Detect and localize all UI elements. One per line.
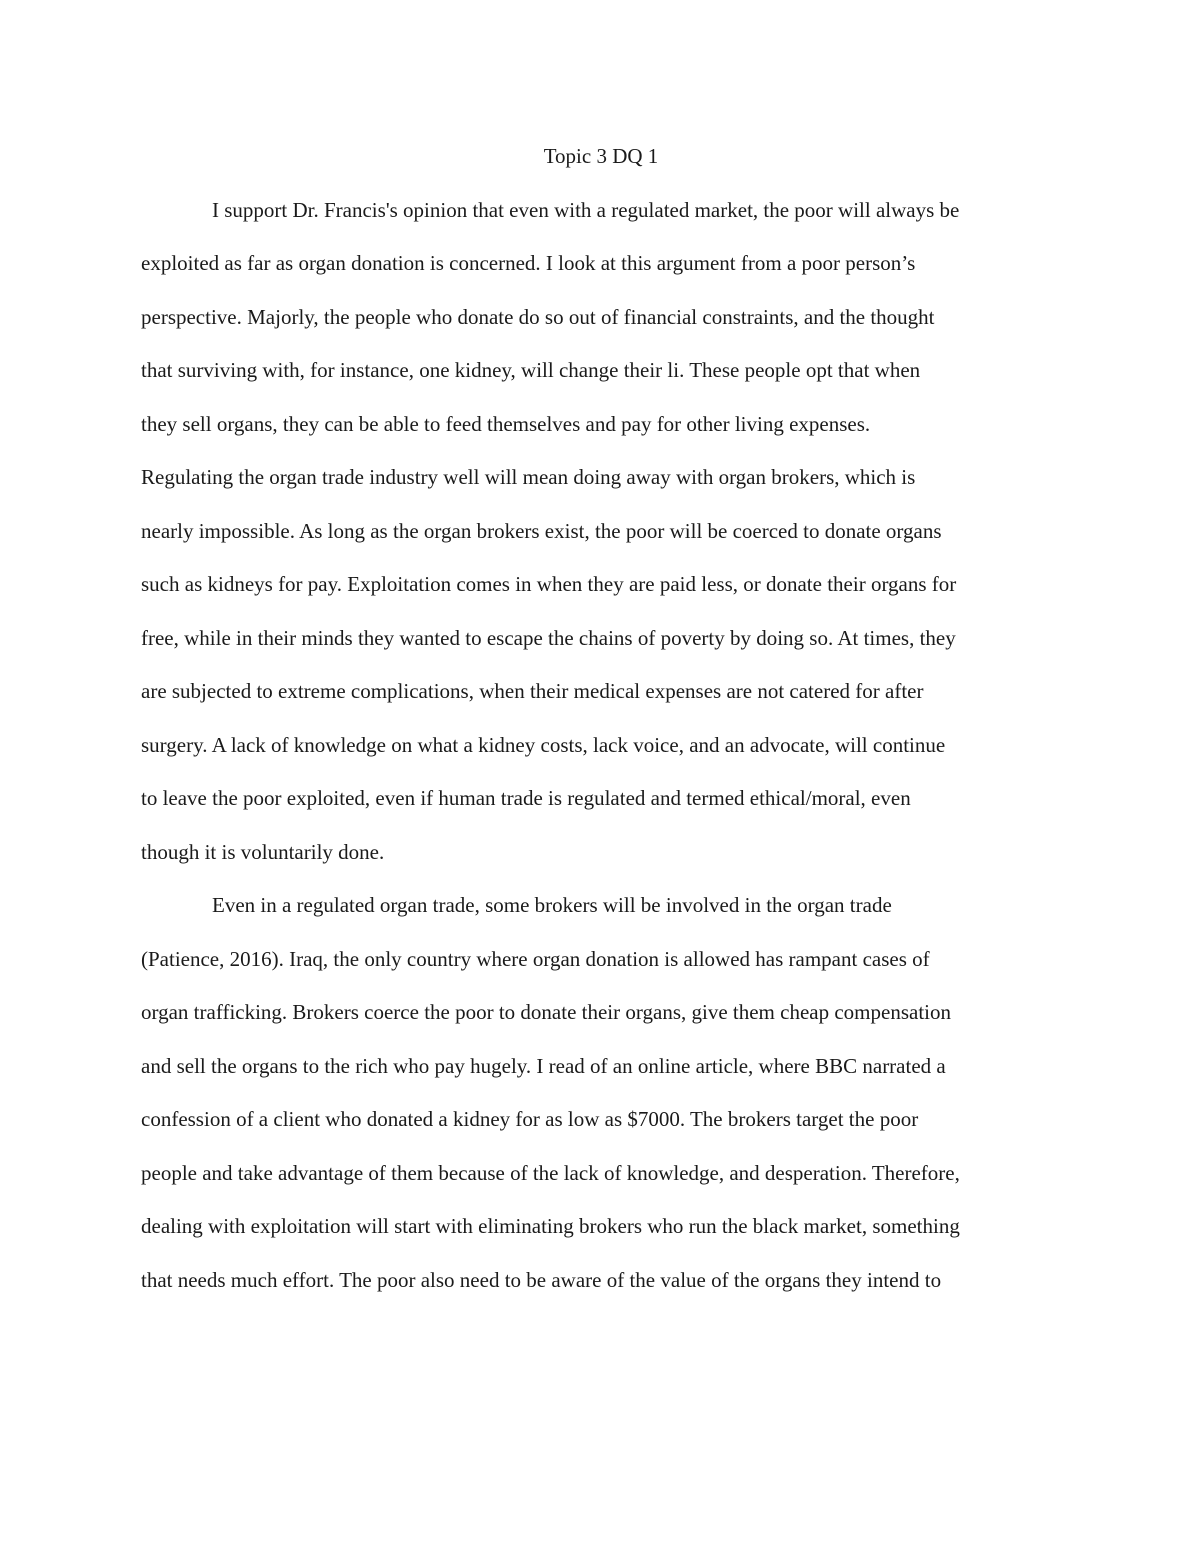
paragraph-line: I support Dr. Francis's opinion that even with a regulated market, the poor will always be xyxy=(212,197,960,222)
paragraph-line: that surviving with, for instance, one kidney, will change their li. These people opt that when xyxy=(141,358,921,382)
document-body xyxy=(141,130,1061,1307)
paragraph-line: are subjected to extreme complications, when their medical expenses are not catered for after xyxy=(141,679,924,703)
paragraph xyxy=(141,879,1061,1307)
paragraph-line: dealing with exploitation will start with eliminating brokers who run the black market, something xyxy=(141,1214,960,1238)
paragraph-line: perspective. Majorly, the people who donate do so out of financial constraints, and the thought xyxy=(141,304,935,329)
paragraph-line: people and take advantage of them because of the lack of knowledge, and desperation. Therefore, xyxy=(141,1160,960,1185)
paragraph-line: organ trafficking. Brokers coerce the poor to donate their organs, give them cheap compensation xyxy=(141,1000,951,1024)
paragraph-line: exploited as far as organ donation is concerned. I look at this argument from a poor person’s xyxy=(141,251,916,275)
paragraph-line: such as kidneys for pay. Exploitation comes in when they are paid less, or donate their organs for xyxy=(141,572,957,596)
paragraph-line: nearly impossible. As long as the organ brokers exist, the poor will be coerced to donate organs xyxy=(141,518,942,543)
paragraphs-container xyxy=(141,184,1061,1308)
paragraph-line: Regulating the organ trade industry well will mean doing away with organ brokers, which is xyxy=(141,465,916,489)
paragraph-line: though it is voluntarily done. xyxy=(141,839,385,864)
paragraph-line: confession of a client who donated a kidney for as low as $7000. The brokers target the poor xyxy=(141,1107,919,1131)
paragraph-line: Even in a regulated organ trade, some brokers will be involved in the organ trade xyxy=(212,893,892,917)
document-title: Topic 3 DQ 1 xyxy=(543,144,659,168)
paragraph-line: that needs much effort. The poor also need to be aware of the value of the organs they intend to xyxy=(141,1267,942,1292)
paragraph-line: to leave the poor exploited, even if human trade is regulated and termed ethical/moral, even xyxy=(141,786,911,810)
paragraph-line: and sell the organs to the rich who pay hugely. I read of an online article, where BBC narrated a xyxy=(141,1053,946,1078)
paragraph-line: (Patience, 2016). Iraq, the only country where organ donation is allowed has rampant cases of xyxy=(141,946,930,971)
paragraph-line: they sell organs, they can be able to feed themselves and pay for other living expenses. xyxy=(141,411,871,436)
paragraph-line: surgery. A lack of knowledge on what a kidney costs, lack voice, and an advocate, will continue xyxy=(141,732,946,757)
paragraph-line: free, while in their minds they wanted to escape the chains of poverty by doing so. At times, they xyxy=(141,625,956,650)
paragraph xyxy=(141,184,1061,880)
